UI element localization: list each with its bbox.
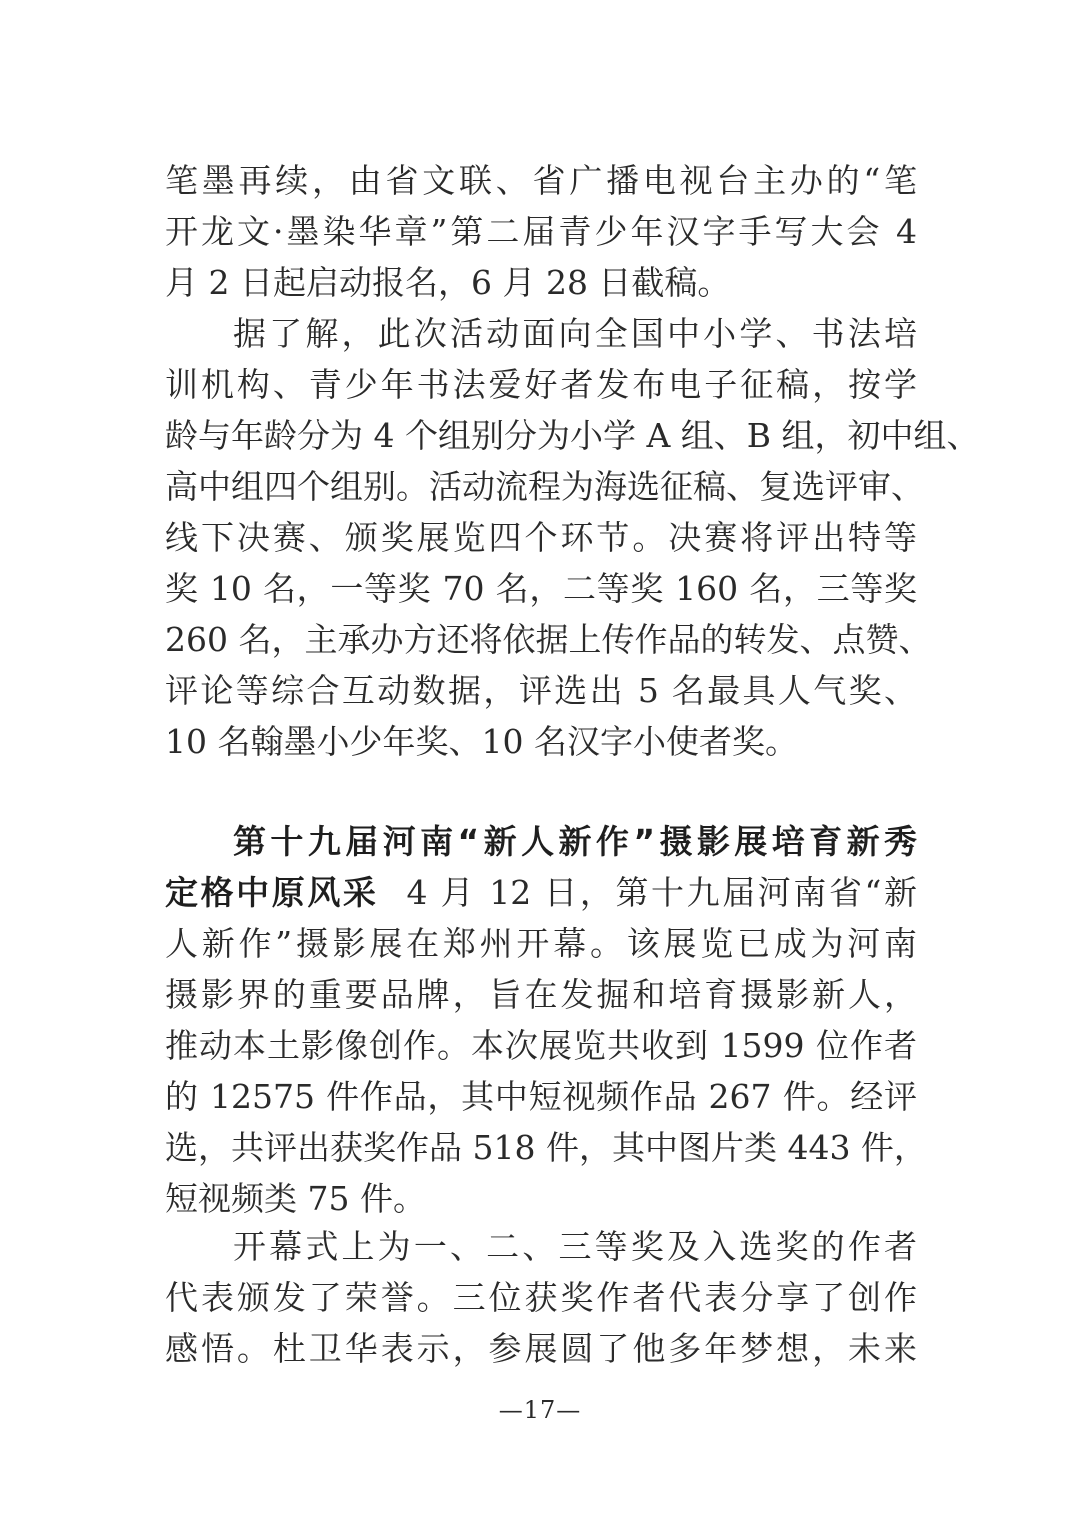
text-line: 的 12575 件作品，其中短视频作品 267 件。经评 xyxy=(165,1077,917,1116)
text-line: 短视频类 75 件。 xyxy=(165,1179,426,1218)
text-line: 评论等综合互动数据，评选出 5 名最具人气奖、 xyxy=(165,671,917,710)
paragraph-calligraphy-contest-details xyxy=(165,308,980,767)
section-headline: 第十九届河南“新人新作”摄影展培育新秀 xyxy=(233,822,917,861)
text-line: 感悟。杜卫华表示，参展圆了他多年梦想，未来 xyxy=(165,1329,917,1368)
page-number: —17— xyxy=(498,1396,582,1424)
section-headline-part2: 定格中原风采 xyxy=(165,873,379,912)
text-line: 开幕式上为一、二、三等奖及入选奖的作者 xyxy=(233,1227,917,1266)
text-line: 10 名翰墨小少年奖、10 名汉字小使者奖。 xyxy=(165,722,798,761)
headline-continuation-line xyxy=(165,867,917,918)
text-line: 高中组四个组别。活动流程为海选征稿、复选评审、 xyxy=(165,467,924,506)
text-line: 龄与年龄分为 4 个组别分为小学 A 组、B 组，初中组、 xyxy=(165,416,980,455)
paragraph-opening-ceremony xyxy=(165,1221,917,1374)
text-line: 奖 10 名，一等奖 70 名，二等奖 160 名，三等奖 xyxy=(165,569,917,608)
text-line: 代表颁发了荣誉。三位获奖作者代表分享了创作 xyxy=(165,1278,917,1317)
paragraph-calligraphy-contest-intro xyxy=(165,155,917,308)
text-line: 开龙文·墨染华章”第二届青少年汉字手写大会 4 xyxy=(165,212,917,251)
text-line: 推动本土影像创作。本次展览共收到 1599 位作者 xyxy=(165,1026,917,1065)
text-line: 选，共评出获奖作品 518 件，其中图片类 443 件， xyxy=(165,1128,927,1167)
text-line: 260 名，主承办方还将依据上传作品的转发、点赞、 xyxy=(165,620,932,659)
section-photography-exhibition xyxy=(165,816,927,1224)
text-line-rest: 4 月 12 日，第十九届河南省“新 xyxy=(406,873,918,912)
text-line: 月 2 日起启动报名，6 月 28 日截稿。 xyxy=(165,263,731,302)
text-line: 线下决赛、颁奖展览四个环节。决赛将评出特等 xyxy=(165,518,917,557)
text-line: 训机构、青少年书法爱好者发布电子征稿，按学 xyxy=(165,365,917,404)
text-line: 据了解，此次活动面向全国中小学、书法培 xyxy=(233,314,917,353)
text-line: 笔墨再续，由省文联、省广播电视台主办的“笔 xyxy=(165,161,917,200)
text-line: 人新作”摄影展在郑州开幕。该展览已成为河南 xyxy=(165,924,917,963)
text-line: 摄影界的重要品牌，旨在发掘和培育摄影新人， xyxy=(165,975,917,1014)
